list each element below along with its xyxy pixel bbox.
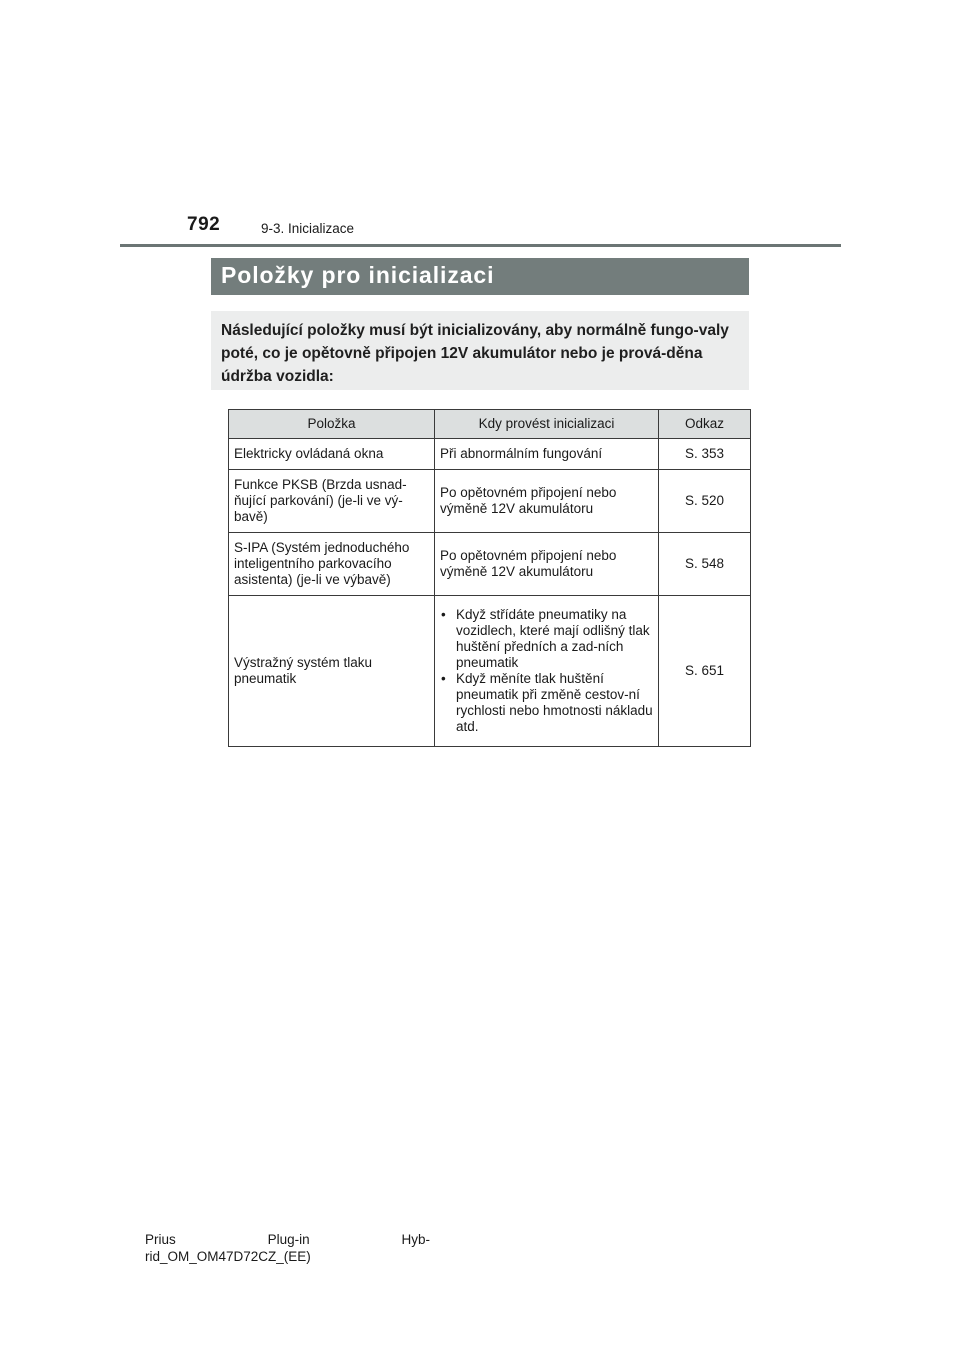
bullet-text: Když střídáte pneumatiky na vozidlech, které mají odlišný tlak huštění předních a zad-ních pneumatik xyxy=(456,607,650,670)
cell-item: S-IPA (Systém jednoduchého inteligentního parkovacího asistenta) (je-li ve výbavě) xyxy=(229,533,435,596)
table-row xyxy=(229,439,751,470)
cell-ref: S. 353 xyxy=(659,439,751,470)
footer-model: Prius xyxy=(145,1232,176,1247)
cell-ref: S. 520 xyxy=(659,470,751,533)
header-rule xyxy=(120,244,841,247)
bullet-list xyxy=(440,607,653,735)
column-header-ref: Odkaz xyxy=(659,410,751,439)
bullet-icon: • xyxy=(441,671,446,686)
intro-box xyxy=(211,311,749,390)
title-bar xyxy=(211,258,749,295)
cell-when: Při abnormálním fungování xyxy=(435,439,659,470)
cell-ref: S. 651 xyxy=(659,596,751,747)
page-number: 792 xyxy=(187,214,221,235)
table-header-row xyxy=(229,410,751,439)
cell-when: Po opětovném připojení nebo výměně 12V akumulátoru xyxy=(435,533,659,596)
bullet-item xyxy=(440,671,653,735)
cell-ref: S. 548 xyxy=(659,533,751,596)
footer xyxy=(145,1231,430,1265)
column-header-when: Kdy provést inicializaci xyxy=(435,410,659,439)
table-row xyxy=(229,533,751,596)
footer-line-1 xyxy=(145,1231,430,1248)
cell-when xyxy=(435,596,659,747)
column-header-item: Položka xyxy=(229,410,435,439)
initialization-table xyxy=(228,409,751,747)
section-label: 9-3. Inicializace xyxy=(261,221,355,236)
footer-variant: Plug-in xyxy=(267,1232,310,1247)
cell-item: Elektricky ovládaná okna xyxy=(229,439,435,470)
cell-item: Funkce PKSB (Brzda usnad-ňující parkování) (je-li ve vý-bavě) xyxy=(229,470,435,533)
footer-type: Hyb- xyxy=(401,1232,430,1247)
cell-item: Výstražný systém tlaku pneumatik xyxy=(229,596,435,747)
bullet-icon: • xyxy=(441,607,446,622)
cell-when: Po opětovném připojení nebo výměně 12V akumulátoru xyxy=(435,470,659,533)
page-title: Položky pro inicializaci xyxy=(221,262,495,288)
footer-line-2: rid_OM_OM47D72CZ_(EE) xyxy=(145,1249,311,1264)
table-row xyxy=(229,470,751,533)
table-row xyxy=(229,596,751,747)
bullet-item xyxy=(440,607,653,671)
bullet-text: Když měníte tlak huštění pneumatik při změně cestov-ní rychlosti nebo hmotnosti nákladu atd. xyxy=(456,671,653,734)
intro-text: Následující položky musí být inicializovány, aby normálně fungo-valy poté, co je opětovně připojen 12V akumulátor nebo je prová-děna údržba vozidla: xyxy=(221,322,729,385)
